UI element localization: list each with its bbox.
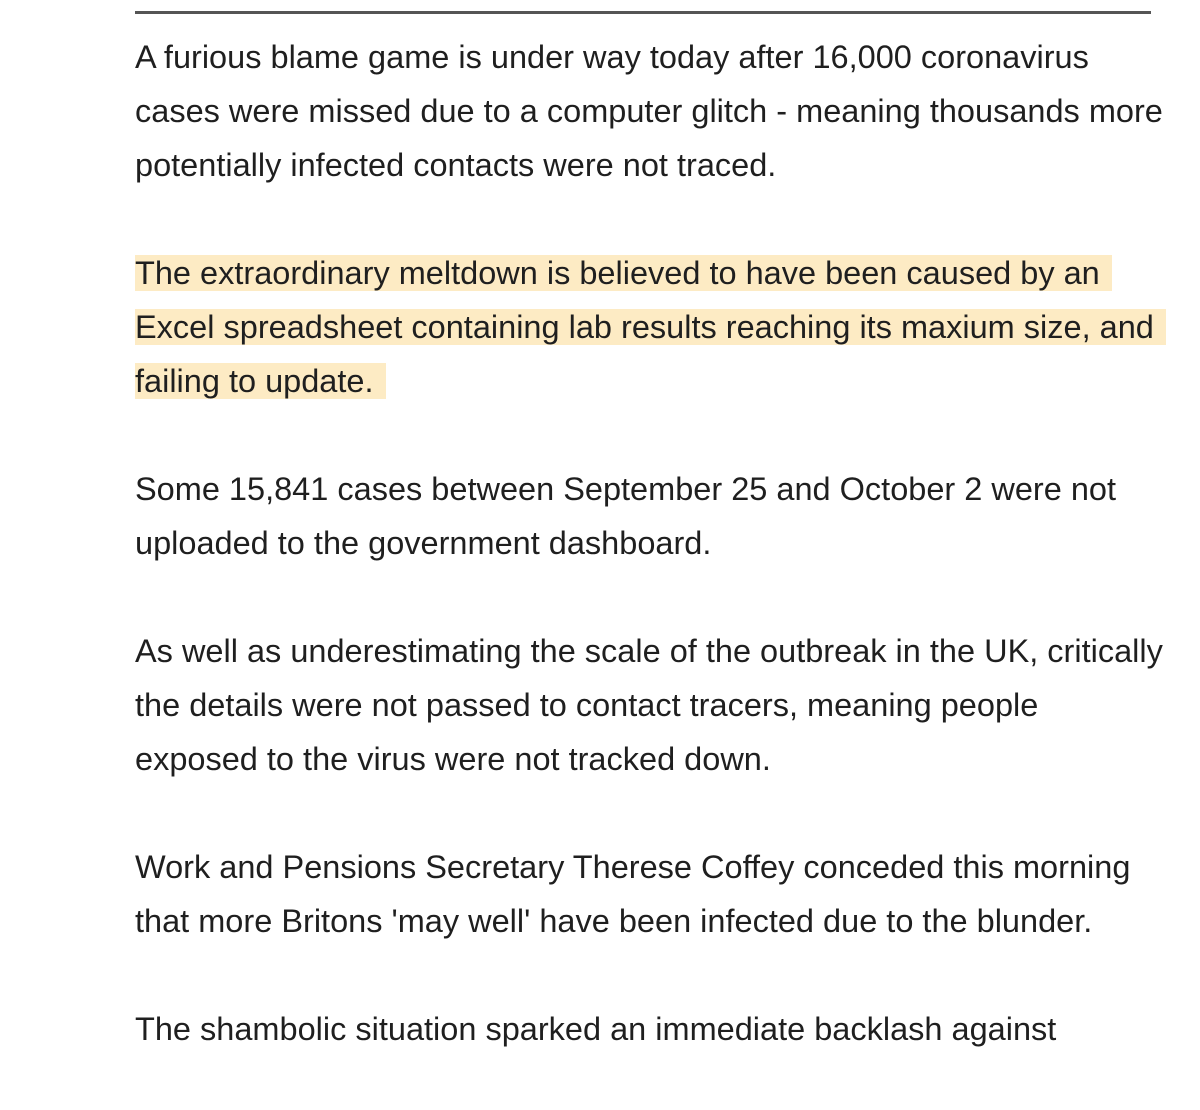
paragraph-2-highlighted <box>135 246 1165 408</box>
paragraph-4-text: As well as underestimating the scale of the outbreak in the UK, critically the details were not passed to contact tracers, meaning people exposed to the virus were not tracked down. <box>135 633 1163 777</box>
paragraph-6-text: The shambolic situation sparked an immediate backlash against <box>135 1011 1057 1047</box>
paragraph-5-text: Work and Pensions Secretary Therese Coffey conceded this morning that more Britons 'may well' have been infected due to the blunder. <box>135 849 1131 939</box>
paragraph-5 <box>135 840 1165 948</box>
paragraph-3-text: Some 15,841 cases between September 25 and October 2 were not uploaded to the government dashboard. <box>135 471 1117 561</box>
paragraph-1 <box>135 30 1165 192</box>
paragraph-1-text: A furious blame game is under way today after 16,000 coronavirus cases were missed due to a computer glitch - meaning thousands more potentially infected contacts were not traced. <box>135 39 1163 183</box>
paragraph-3 <box>135 462 1165 570</box>
top-divider <box>135 11 1151 14</box>
highlighted-quote: The extraordinary meltdown is believed to have been caused by an Excel spreadsheet containing lab results reaching its maxium size, and failing to update. <box>135 255 1166 399</box>
article-body <box>135 30 1165 1110</box>
paragraph-6-cut-off <box>135 1002 1165 1056</box>
paragraph-4 <box>135 624 1165 786</box>
